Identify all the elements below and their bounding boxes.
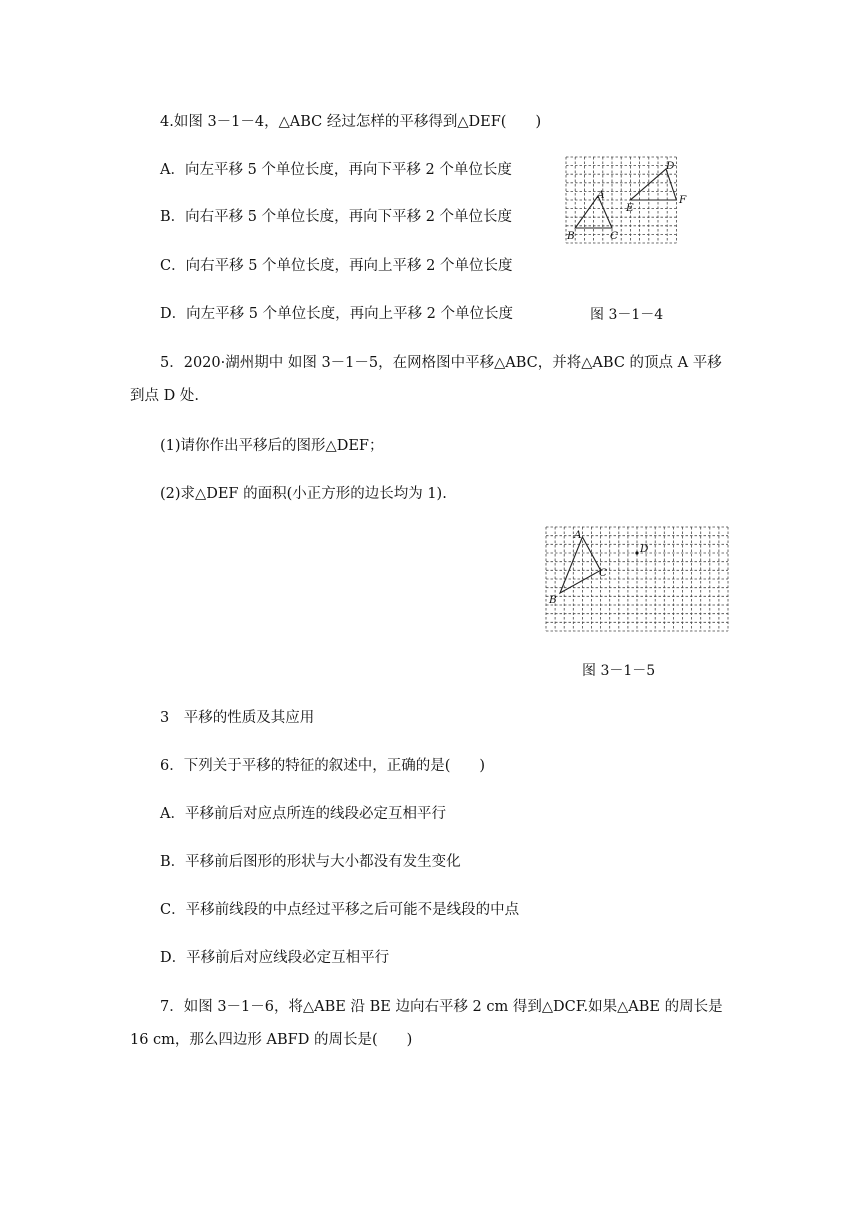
q4-option-b[interactable]: B．向右平移 5 个单位长度，再向下平移 2 个单位长度 — [160, 209, 513, 225]
q5-stem-line2: 到点 D 处. — [130, 388, 199, 404]
label-b: B — [567, 230, 575, 242]
q5-grid-figure — [546, 527, 730, 633]
q7-stem-line1: 7．如图 3－1－6，将△ABE 沿 BE 边向右平移 2 cm 得到△DCF.如果△ABE 的周长是 — [160, 999, 723, 1015]
label-c: C — [610, 230, 619, 242]
q4-option-d[interactable]: D．向左平移 5 个单位长度，再向上平移 2 个单位长度 — [160, 306, 514, 322]
q4-grid-figure — [566, 157, 686, 245]
q5-stem-line1: 5．2020·湖州期中 如图 3－1－5，在网格图中平移△ABC，并将△ABC 的顶点 A 平移 — [160, 355, 722, 371]
section-heading: 3 平移的性质及其应用 — [160, 710, 315, 726]
label-b-q5: B — [549, 594, 557, 606]
label-c-q5: C — [599, 567, 608, 579]
label-e: E — [626, 202, 634, 214]
label-a: A — [597, 189, 605, 201]
q5-part2: (2)求△DEF 的面积(小正方形的边长均为 1). — [160, 486, 447, 502]
q5-grid — [546, 527, 728, 631]
q6-option-d[interactable]: D．平移前后对应线段必定互相平行 — [160, 950, 390, 966]
q6-option-c[interactable]: C．平移前线段的中点经过平移之后可能不是线段的中点 — [160, 902, 520, 918]
q6-option-b[interactable]: B．平移前后图形的形状与大小都没有发生变化 — [160, 854, 461, 870]
q4-figure-caption: 图 3－1－4 — [590, 307, 664, 323]
q5-figure-caption: 图 3－1－5 — [582, 663, 656, 679]
q6-option-a[interactable]: A．平移前后对应点所连的线段必定互相平行 — [160, 806, 446, 822]
q7-stem-line2: 16 cm，那么四边形 ABFD 的周长是( ) — [130, 1032, 413, 1048]
q4-stem: 4.如图 3－1－4，△ABC 经过怎样的平移得到△DEF( ) — [160, 114, 542, 130]
q5-part1: (1)请你作出平移后的图形△DEF； — [160, 438, 384, 454]
point-d — [635, 551, 638, 554]
triangle-abc-q5 — [560, 537, 601, 593]
q4-option-a[interactable]: A．向左平移 5 个单位长度，再向下平移 2 个单位长度 — [160, 162, 512, 178]
label-a-q5: A — [574, 529, 582, 541]
label-d-q5: D — [640, 543, 649, 555]
q4-option-c[interactable]: C．向右平移 5 个单位长度，再向上平移 2 个单位长度 — [160, 258, 513, 274]
label-f: F — [679, 194, 687, 206]
label-d: D — [666, 160, 675, 172]
triangle-def — [630, 169, 676, 200]
q6-stem: 6．下列关于平移的特征的叙述中，正确的是( ) — [160, 758, 486, 774]
